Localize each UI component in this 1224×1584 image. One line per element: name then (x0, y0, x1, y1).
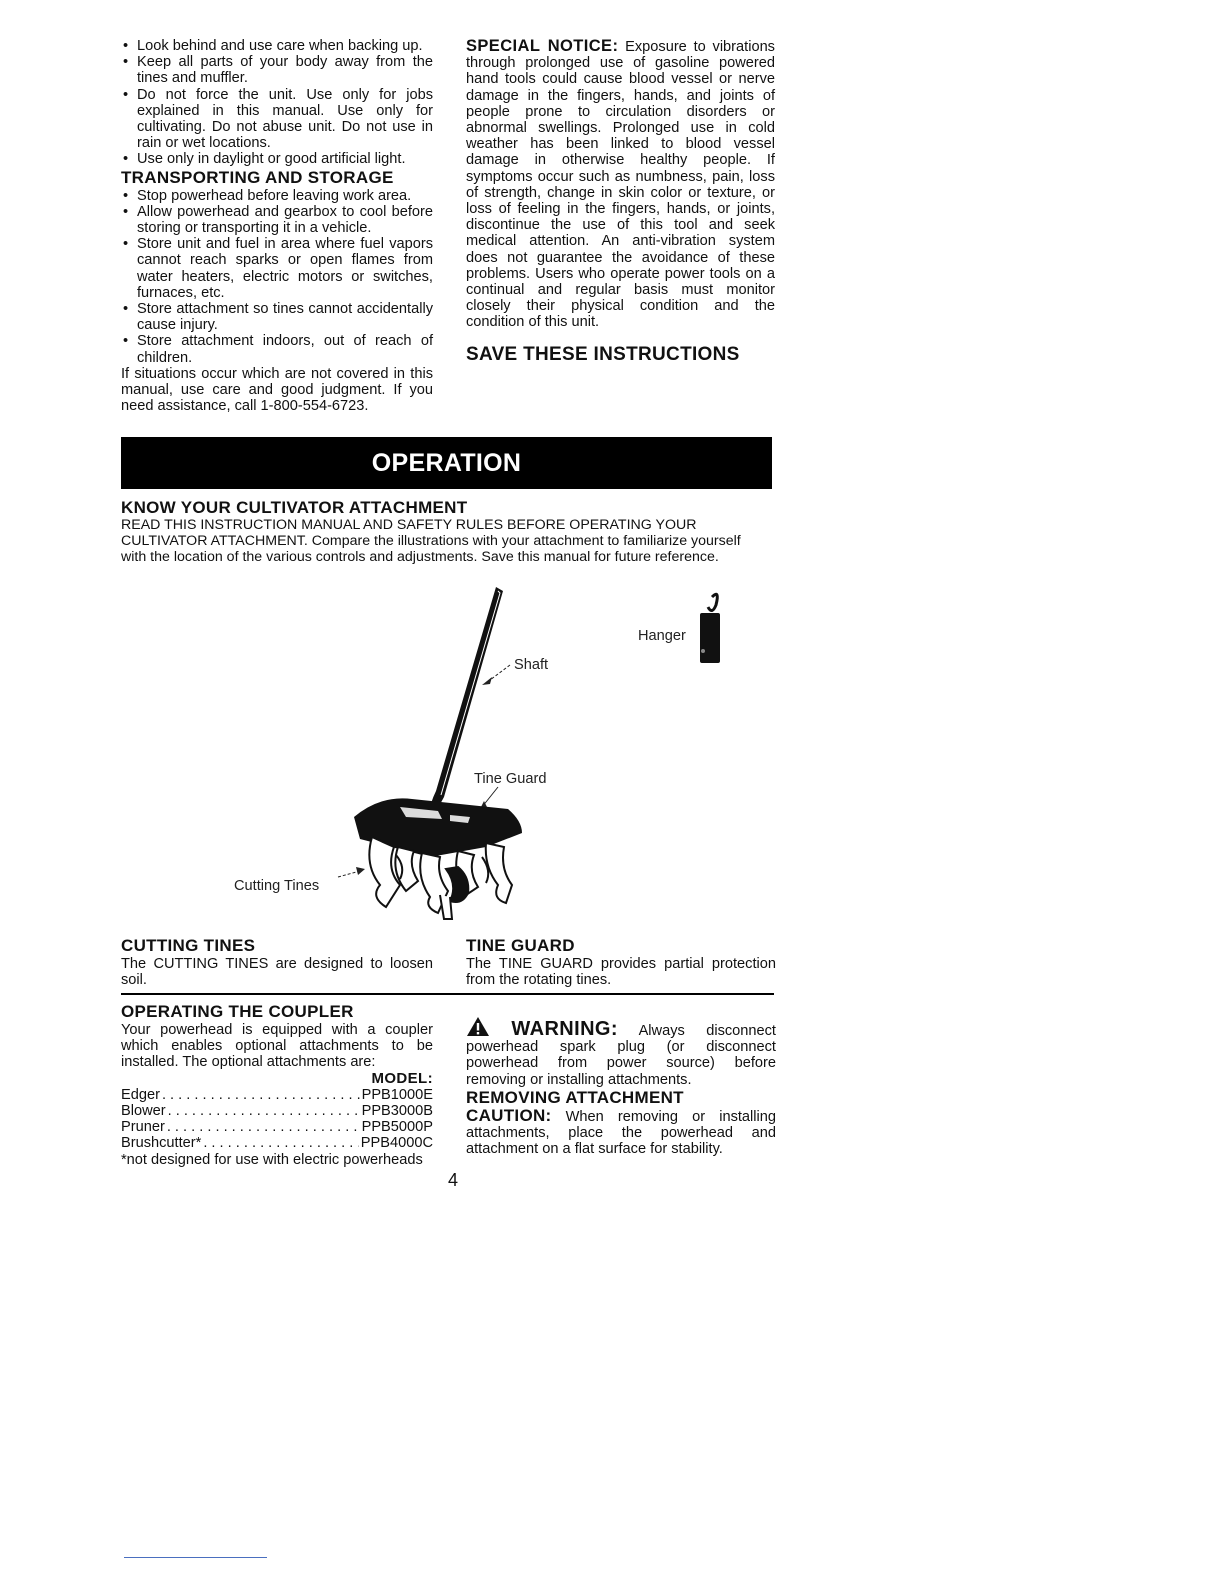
transport-bullet-list (121, 188, 433, 366)
warning-triangle-icon (466, 1016, 490, 1037)
cutting-tines-section (121, 936, 433, 988)
removing-heading: REMOVING ATTACHMENT (466, 1087, 684, 1107)
leader-dots (162, 1087, 360, 1103)
know-line: CULTIVATOR ATTACHMENT. Compare the illustrations with your attachment to familiarize yourself (121, 533, 741, 549)
bullet-item: • Use only in daylight or good artificial light. (121, 151, 433, 167)
bullet-item: • Store attachment so tines cannot accidentally cause injury. (121, 301, 433, 333)
cultivator-illustration (200, 585, 760, 935)
leader-dots (167, 1119, 360, 1135)
bullet-item: • Allow powerhead and gearbox to cool before storing or transporting it in a vehicle. (121, 204, 433, 236)
caution-paragraph (466, 1105, 776, 1158)
leader-dots (168, 1103, 360, 1119)
warning-section (466, 1016, 776, 1157)
hanger-label: Hanger (638, 628, 686, 644)
tine-guard-label: Tine Guard (474, 771, 547, 787)
section-divider (121, 993, 774, 995)
page-number: 4 (448, 1170, 459, 1190)
operation-banner (121, 437, 772, 489)
closing-paragraph: If situations occur which are not covered in this manual, use care and good judgment. If you need assistance, call 1-800-554-6723. (121, 365, 433, 415)
operation-title: OPERATION (371, 448, 522, 477)
tine-guard-section (466, 936, 776, 988)
special-notice-text: Exposure to vibrations through prolonged use of gasoline powered hand tools could cause blood vessel or nerve damage in the fingers, hands, and joints of people prone to circulation disorders or abnormal swellings. Prolonged use in cold weather has been linked to blood vessel damage in otherwise healthy people. If symptoms occur such as numbness, pain, loss of strength, change in skin color or texture, or loss of feeling in the fingers, hands, or joints, discontinue the use of this tool and seek medical attention. An anti-vibration system does not guarantee the avoidance of these problems. Users who operate power tools on a continual and regular basis must monitor closely their physical condition and the condition of this unit. (466, 39, 775, 331)
bullet-item: • Store unit and fuel in area where fuel vapors cannot reach sparks or open flames from water heaters, electric motors or switches, furnaces, etc. (121, 236, 433, 301)
right-column-notice (466, 38, 775, 366)
bullet-item: • Look behind and use care when backing up. (121, 38, 433, 54)
shaft-label: Shaft (514, 657, 549, 673)
model-name: Brushcutter* (121, 1135, 202, 1152)
know-heading: KNOW YOUR CULTIVATOR ATTACHMENT (121, 498, 468, 517)
model-name: Blower (121, 1103, 166, 1120)
left-column-safety (121, 38, 433, 414)
model-row (121, 1103, 433, 1119)
hanger-shape (700, 594, 720, 663)
model-row (121, 1135, 433, 1151)
caution-text: When removing or installing attachments, place the powerhead and attachment on a flat surface for stability. (466, 1108, 776, 1158)
bullet-item: • Do not force the unit. Use only for jobs explained in this manual. Use only for cultivating. Do not abuse unit. Do not use in rain or wet locations. (121, 87, 433, 152)
know-your-cultivator-section (121, 499, 776, 565)
warning-label: WARNING: (511, 1018, 618, 1040)
model-row (121, 1119, 433, 1135)
cutting-tines-label: Cutting Tines (234, 878, 320, 894)
cutting-tines-text: The CUTTING TINES are designed to loosen soil. (121, 956, 433, 989)
coupler-section (121, 1002, 433, 1168)
model-column-heading: MODEL: (371, 1069, 433, 1087)
model-row (121, 1087, 433, 1103)
warning-paragraph (466, 1016, 776, 1088)
transport-heading: TRANSPORTING AND STORAGE (121, 167, 394, 187)
tine-guard-heading: TINE GUARD (466, 936, 575, 955)
warning-text: Always disconnect powerhead spark plug (or disconnect powerhead from power source) before removing or installing attachments. (466, 1023, 776, 1088)
footer-rule (124, 1557, 267, 1558)
special-notice-label: SPECIAL NOTICE: (466, 37, 619, 55)
save-instructions-heading: SAVE THESE INSTRUCTIONS (466, 343, 740, 365)
model-code: PPB4000C (360, 1135, 433, 1152)
cutting-tines-pointer (338, 871, 360, 877)
special-notice-paragraph (466, 38, 775, 331)
model-footnote: *not designed for use with electric powerheads (121, 1151, 423, 1168)
bullet-item: • Store attachment indoors, out of reach of children. (121, 333, 433, 365)
model-code: PPB5000P (361, 1119, 433, 1136)
model-name: Pruner (121, 1119, 165, 1136)
model-code: PPB3000B (361, 1103, 433, 1120)
leader-dots (203, 1135, 358, 1151)
coupler-text: Your powerhead is equipped with a coupler which enables optional attachments to be installed. The optional attachments are: (121, 1022, 433, 1071)
bullet-item: • Keep all parts of your body away from the tines and muffler. (121, 54, 433, 86)
coupler-heading: OPERATING THE COUPLER (121, 1002, 354, 1021)
model-name: Edger (121, 1086, 160, 1103)
bullet-item: • Stop powerhead before leaving work area. (121, 188, 433, 204)
cutting-tines-heading: CUTTING TINES (121, 936, 256, 955)
model-code: PPB1000E (361, 1086, 433, 1103)
know-line: READ THIS INSTRUCTION MANUAL AND SAFETY RULES BEFORE OPERATING YOUR (121, 517, 697, 533)
safety-bullet-list (121, 38, 433, 168)
know-line: with the location of the various controls and adjustments. Save this manual for future reference. (121, 549, 719, 565)
tine-guard-text: The TINE GUARD provides partial protection from the rotating tines. (466, 956, 776, 989)
caution-label: CAUTION: (466, 1105, 552, 1125)
